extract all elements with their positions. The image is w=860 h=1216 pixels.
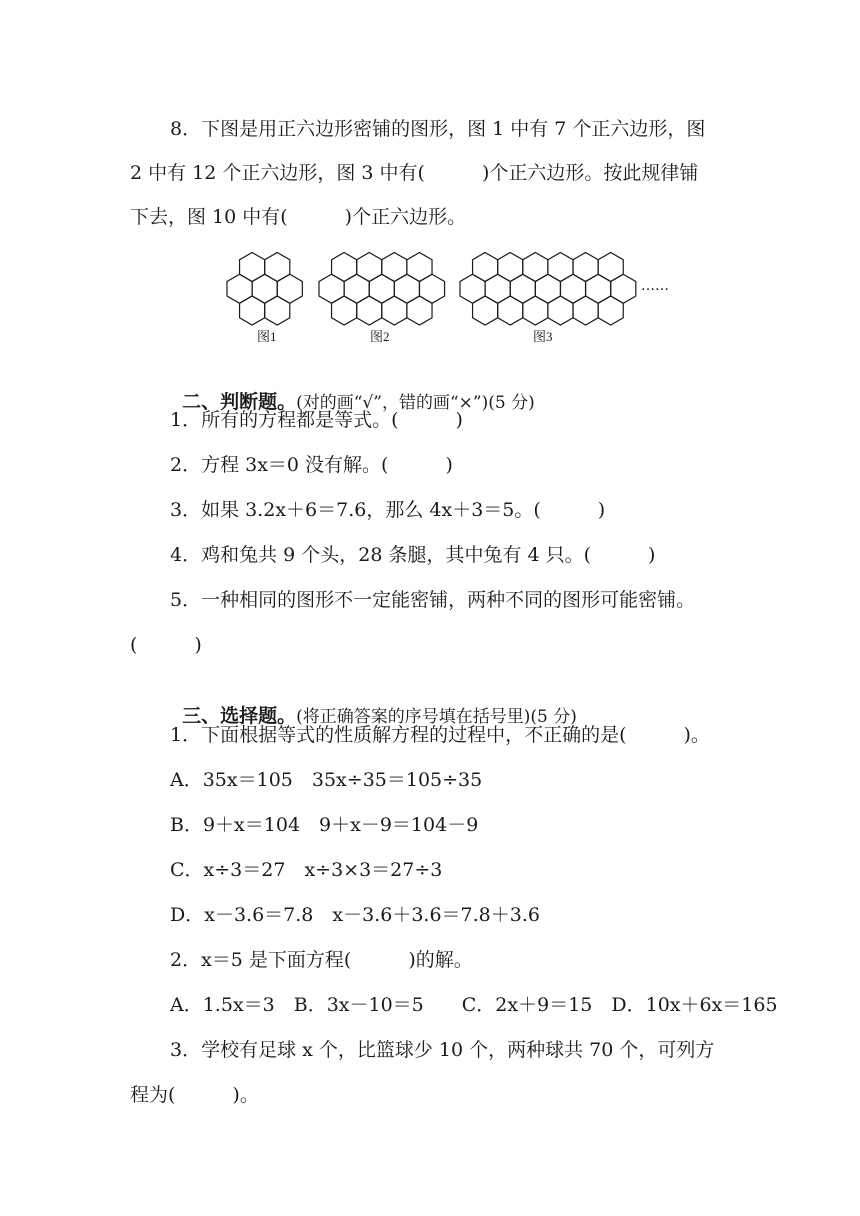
hexagon: [573, 253, 598, 282]
hexagon: [344, 274, 369, 303]
hexagon: [598, 296, 623, 325]
section-2-note: (对的画“√”，错的画“×”)(5 分): [296, 393, 535, 413]
hexagon: [382, 296, 407, 325]
choice-q2-options: A．1.5x＝3 B．3x－10＝5 C．2x＋9＝15 D．10x＋6x＝165: [170, 994, 778, 1016]
hexagon: [473, 296, 498, 325]
figure-3-hexagons: [460, 253, 636, 326]
hexagon: [419, 274, 444, 303]
figure-1-hexagons: [227, 253, 302, 326]
choice-q3-line-1: 3．学校有足球 x 个，比篮球少 10 个，两种球共 70 个，可列方: [170, 1039, 715, 1061]
section-3-title: 三、选择题。: [182, 705, 297, 727]
hexagon: [240, 253, 265, 282]
hexagon: [332, 296, 357, 325]
hexagon: [535, 274, 560, 303]
hexagon: [240, 296, 265, 325]
hexagon: [357, 253, 382, 282]
hexagon: [407, 253, 432, 282]
figure-2-caption: 图2: [370, 329, 390, 343]
hexagon: [265, 296, 290, 325]
hexagon: [560, 274, 585, 303]
choice-q1: 1．下面根据等式的性质解方程的过程中，不正确的是( )。: [170, 724, 710, 746]
hexagon: [252, 274, 277, 303]
section-3-note: (将正确答案的序号填在括号里)(5 分): [296, 707, 577, 727]
hexagon: [523, 296, 548, 325]
judge-item-2: 2．方程 3x＝0 没有解。( ): [170, 454, 453, 476]
hexagon-figures-svg: [225, 243, 685, 343]
hexagon: [265, 253, 290, 282]
q8-line-2: 2 中有 12 个正六边形，图 3 中有( )个正六边形。按此规律铺: [130, 162, 699, 184]
hexagon: [227, 274, 252, 303]
hexagon: [548, 253, 573, 282]
judge-item-3: 3．如果 3.2x＋6＝7.6，那么 4x＋3＝5。( ): [170, 499, 606, 521]
hexagon-tiling-figures: [225, 243, 685, 343]
judge-item-1: 1．所有的方程都是等式。( ): [170, 409, 463, 431]
choice-q1-option-c: C．x÷3＝27 x÷3×3＝27÷3: [170, 859, 443, 881]
q8-line-3: 下去，图 10 中有( )个正六边形。: [130, 206, 467, 228]
section-2-title: 二、判断题。: [182, 391, 297, 413]
hexagon: [573, 296, 598, 325]
hexagon: [473, 253, 498, 282]
hexagon: [460, 274, 485, 303]
judge-item-4: 4．鸡和兔共 9 个头，28 条腿，其中兔有 4 只。( ): [170, 544, 656, 566]
choice-q3-line-2: 程为( )。: [130, 1084, 259, 1106]
hexagon: [611, 274, 636, 303]
choice-q1-option-b: B．9＋x＝104 9＋x－9＝104－9: [170, 814, 479, 836]
hexagon: [523, 253, 548, 282]
hexagon: [277, 274, 302, 303]
hexagon: [586, 274, 611, 303]
hexagon: [332, 253, 357, 282]
hexagon: [369, 274, 394, 303]
judge-item-5: 5．一种相同的图形不一定能密铺，两种不同的图形可能密铺。: [170, 589, 696, 611]
hexagon: [394, 274, 419, 303]
figure-ellipsis: ……: [641, 278, 669, 294]
q8-line-1: 8．下图是用正六边形密铺的图形，图 1 中有 7 个正六边形，图: [170, 118, 706, 140]
hexagon: [498, 296, 523, 325]
choice-q1-option-a: A．35x＝105 35x÷35＝105÷35: [170, 769, 483, 791]
hexagon: [319, 274, 344, 303]
hexagon: [498, 253, 523, 282]
choice-q2: 2．x＝5 是下面方程( )的解。: [170, 949, 473, 971]
figure-2-hexagons: [319, 253, 445, 326]
hexagon: [510, 274, 535, 303]
judge-item-5-bracket: ( ): [130, 634, 202, 656]
figure-3-caption: 图3: [533, 329, 553, 343]
hexagon: [485, 274, 510, 303]
hexagon: [357, 296, 382, 325]
figure-1-caption: 图1: [257, 329, 277, 343]
hexagon: [407, 296, 432, 325]
hexagon: [548, 296, 573, 325]
hexagon: [382, 253, 407, 282]
hexagon: [598, 253, 623, 282]
choice-q1-option-d: D．x－3.6＝7.8 x－3.6＋3.6＝7.8＋3.6: [170, 904, 540, 926]
